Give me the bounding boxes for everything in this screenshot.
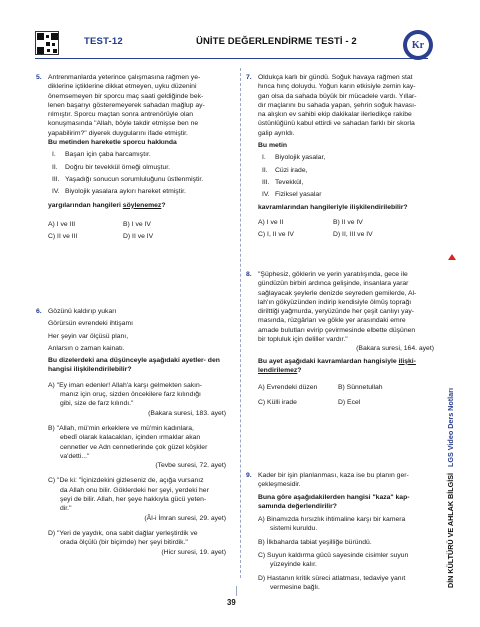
- question-number: 6.: [36, 308, 42, 315]
- qr-code-icon[interactable]: [35, 31, 59, 55]
- side-banner: [446, 258, 460, 588]
- q7-line: galip ayrıldı.: [258, 129, 295, 137]
- column-divider: [240, 68, 241, 578]
- page-title: ÜNİTE DEĞERLENDİRME TESTİ - 2: [196, 36, 357, 47]
- q7-item: I. Biyolojik yasalar,: [262, 154, 326, 162]
- poem-line: Anlarsın o zaman kainatı.: [48, 344, 125, 352]
- poem-line: Görürsün evrendeki ihtişamı: [48, 320, 133, 328]
- q8-line: dirilttiği yağmurda, yeryüzünde her çeşit canlıyı yay-: [258, 308, 415, 316]
- q5-line: lenen başarıyı gösteremeyerek sahadan mağlup ay-: [48, 101, 205, 109]
- option-b[interactable]: B) II ve IV: [333, 218, 363, 226]
- option-d[interactable]: D) "Yeri de yaydık, ona sabit dağlar yerleştirdik ve orada ölçülü (bir biçimde) her şeyi bitirdik." (Hicr suresi, 19. ayet): [48, 529, 226, 556]
- option-a[interactable]: A) Binamızda hırsızlık ihtimaline karşı bir kamera sistemi kuruldu.: [258, 516, 406, 533]
- question-number: 9.: [246, 472, 252, 479]
- q7-line: Oldukça karlı bir gündü. Soğuk havaya rağmen stat: [258, 74, 413, 81]
- q7-line: hıncа hınç doluydu. Yoğun karın etkisiyle zemin kay-: [258, 83, 416, 91]
- question-9: [246, 471, 434, 592]
- q8-line: amade bulutları evirip çevirmesinde elbette düşünen: [258, 326, 416, 334]
- q8-line: masında, rüzgârları ve gökle yer arasındaki emre: [258, 317, 406, 325]
- q5-prompt: Bu metinden hareketle sporcu hakkında: [48, 139, 177, 147]
- q8-line: gündüzün birbiri ardınca gelişinde, insanlara yarar: [258, 280, 409, 288]
- q6-question: Bu dizelerdeki ana düşünceyle aşağıdaki ayetler- den hangisi ilişkilendirilebilir?: [48, 357, 220, 374]
- question-8: [246, 270, 434, 407]
- q5-item: III. Yaşadığı sonucun sorumluluğunu üstlenmiştir.: [52, 175, 204, 183]
- header-divider: [35, 58, 428, 59]
- q5-line: konuşmasında "Allah, böyle takdir etmişse ben ne: [48, 120, 199, 128]
- question-number: 5.: [36, 74, 42, 81]
- option-a[interactable]: A) Evrendeki düzen: [258, 384, 318, 392]
- option-c[interactable]: C) "De ki: "İçinizdekini gizleseniz de, açığa vursanız da Allah onu bilir. Göklerdeki her şeyi, yerdeki her şeyi de bilir. Allah, her şeye hakkıyla gücü yeten- dir." (Âl-i İmran suresi, 29. ayet): [48, 477, 226, 522]
- option-c[interactable]: C) I, II ve IV: [258, 231, 294, 239]
- q5-line: yapabilirim?" diyerek duygularını ifade etmiştir.: [48, 129, 188, 137]
- option-d[interactable]: D) II ve IV: [123, 233, 154, 241]
- q9-question: Buna göre aşağıdakilerden hangisi "kaza" kap- samında değerlendirilir?: [258, 493, 410, 510]
- q5-item: I. Başarı için çaba harcamıştır.: [52, 151, 151, 159]
- q5-item: IV. Biyolojik yasalara aykırı hareket etmiştir.: [52, 188, 186, 196]
- option-a[interactable]: A) I ve II: [258, 218, 284, 226]
- option-d[interactable]: D) Ecel: [338, 398, 361, 406]
- question-6: [36, 307, 226, 557]
- q9-line: Kader bir işin planlanması, kaza ise bu planın ger-: [258, 472, 409, 479]
- option-b[interactable]: B) I ve IV: [123, 220, 151, 228]
- q5-line: rılmıştır. Sporcu maçtan sonra antrenörüyle olan: [48, 111, 194, 119]
- q5-question: yargılarından hangileri söylenemez?: [48, 201, 166, 209]
- q5-item: II. Doğru bir tevekkül örneği olmuştur.: [52, 163, 171, 171]
- side-series: LGS Video Ders Notları: [446, 388, 455, 467]
- option-c[interactable]: C) II ve III: [48, 233, 78, 241]
- q8-source: (Bakara suresi, 164. ayet): [356, 345, 434, 353]
- option-a[interactable]: A) "Ey iman edenler! Allah'a karşı gelmekten sakın- manız için oruç, sizden öncekilere farz kılındığı gibi, size de farz kılındı." (Bakara suresi, 183. ayet): [48, 381, 226, 417]
- question-number: 8.: [246, 271, 252, 278]
- option-b[interactable]: B) İlkbaharda tabiat yeşilliğe büründü.: [258, 538, 372, 546]
- poem-line: Her şeyin var ölçüsü planı,: [48, 332, 129, 340]
- q5-line: önemsemeyen bir sporcu maç saati geldiğinde bek-: [48, 92, 204, 100]
- logo-text: Kr: [407, 34, 429, 56]
- question-number: 7.: [246, 74, 252, 81]
- publisher-logo: [403, 30, 433, 60]
- page-number-divider: [236, 586, 237, 596]
- q7-line: üstünlüğünü kabul ettirdi ve sahadan farklı bir skorla: [258, 120, 415, 128]
- q7-prompt: Bu metin: [258, 142, 288, 150]
- q7-item: III. Tevekkül,: [262, 178, 304, 186]
- q5-line: Antrenmanlarda yeterince çalışmasına rağmen ye-: [48, 74, 201, 81]
- q7-item: II. Cüzi irade,: [262, 166, 308, 174]
- option-c[interactable]: C) Suyun kaldırma gücü sayesinde cisimler suyun yüzeyinde kalır.: [258, 552, 409, 569]
- q5-line: diklerine içtiklerine dikkat etmeyen, uyku düzenini: [48, 83, 197, 91]
- test-label: TEST-12: [84, 36, 123, 47]
- side-subject: DİN KÜLTÜRÜ VE AHLAK BİLGİSİ: [446, 473, 455, 588]
- q7-item: IV. Fiziksel yasalar: [262, 191, 322, 199]
- option-d[interactable]: D) Hastanın kritik süreci atlatması, tedaviye yanıt vermesine bağlı.: [258, 574, 406, 591]
- q7-line: gan olsa da sahada büyük bir mücadele vardı. Yıllar-: [258, 92, 417, 100]
- option-a[interactable]: A) I ve III: [48, 220, 76, 228]
- option-b[interactable]: B) "Allah, mü'min erkeklere ve mü'min kadınlara, ebedî olarak kalacakları, içinden ırmaklar akan cennetler ve Adn cennetlerinde çok güzel köşkler va'detti..." (Tevbe suresi, 72. ayet): [48, 424, 226, 470]
- q8-line: lah'ın gökyüzünden indirip kendisiyle ölmüş toprağı: [258, 298, 412, 306]
- option-d[interactable]: D) II, III ve IV: [333, 231, 373, 239]
- question-7: [246, 73, 434, 239]
- q8-line: "Şüphesiz, göklerin ve yerin yaratılışında, gece ile: [258, 271, 408, 278]
- poem-line: Gözünü kaldırıp yukarı: [48, 308, 117, 315]
- option-c[interactable]: C) Külli irade: [258, 398, 297, 406]
- q7-question: kavramlarından hangileriyle ilişkilendirilebilir?: [258, 203, 408, 211]
- q8-question: Bu ayet aşağıdaki kavramlardan hangisiyle ilişki- lendirilemez?: [258, 357, 416, 374]
- q9-line: çekleşmesidir.: [258, 481, 301, 489]
- option-b[interactable]: B) Sünnetullah: [338, 384, 383, 392]
- q8-line: bir topluluk için deliller vardır.": [258, 336, 348, 344]
- q7-line: na alışkın ev sahibi ekip dakikalar ilerledikçe rakibe: [258, 111, 412, 119]
- question-5: [36, 73, 226, 241]
- page-number: 39: [227, 598, 236, 607]
- q7-line: dır maçlarını bu sahada yapan, şehrin soğuk havası-: [258, 101, 417, 109]
- q8-line: sağlayacak şeylerle denizde seyreden gemilerde, Al-: [258, 289, 417, 297]
